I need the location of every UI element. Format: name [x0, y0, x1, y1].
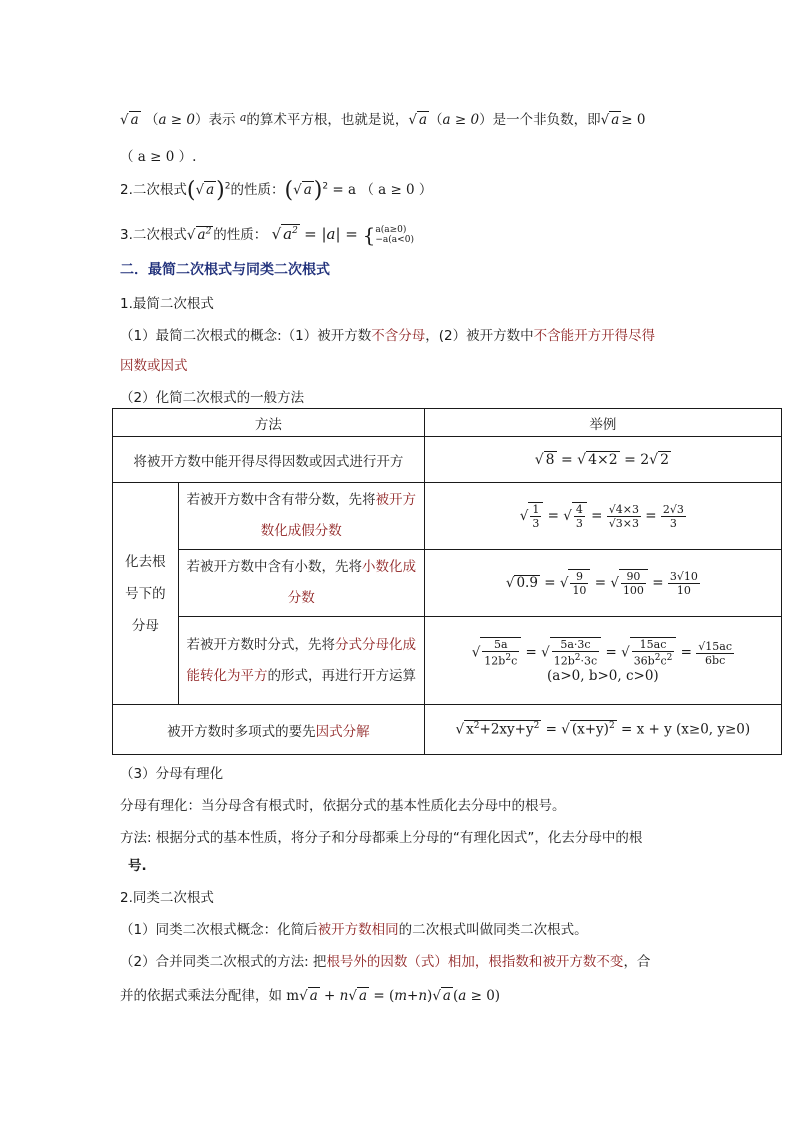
ge-zero: ≥ 0: [621, 112, 646, 128]
subsection-1: 1.最简二次根式: [120, 296, 214, 312]
sqrt-a: √ a: [120, 112, 139, 128]
methods-table: [112, 408, 782, 755]
similar-merge-text-3: 并的依据式乘法分配律，如: [120, 988, 282, 1004]
similar-concept: [120, 918, 588, 938]
subsection-2: 2.同类二次根式: [120, 890, 214, 906]
row3-text: 若被开方数中含有小数，先将: [186, 559, 362, 575]
row3-method: [178, 550, 424, 617]
concept-highlight-1: 不含分母: [371, 328, 426, 344]
row4-example: √ $\frac{5a}{12b^2c}$ = √ $\frac{5a\cdot 3c}{12b^2\cdot 3c}$ = √ $\frac{15ac}{36b^2c^2}$ = $\frac{√15ac}{6bc}$ (a>0, b>0, c>0): [424, 617, 781, 705]
row2-method: [178, 483, 424, 550]
sqrt-a-2: √ a: [408, 112, 428, 128]
case-1: a(a≥0): [375, 225, 407, 235]
row3-highlight-2: 分数: [287, 590, 315, 606]
concept-line-2: 因数或因式: [120, 358, 188, 374]
row3-highlight-1: 小数化成: [362, 559, 416, 575]
section-title: 二．最简二次根式与同类二次根式: [120, 262, 330, 278]
row1-method: 将被开方数中能开得尽得因数或因式进行开方: [113, 437, 425, 483]
row2-highlight-2: 数化成假分数: [260, 523, 342, 539]
row4-text-2: 的形式，再进行开方运算: [267, 667, 416, 684]
row5-highlight: 因式分解: [315, 723, 370, 740]
similar-concept-highlight: 被开方数相同: [317, 922, 399, 938]
property-2-suffix: 的性质：: [230, 182, 285, 198]
row4-highlight-1: 分式分母化成: [335, 636, 416, 653]
intro-condition-line: （ a ≥ 0 ）.: [120, 149, 197, 165]
row4-condition: (a>0, b>0, c>0): [547, 667, 659, 684]
row2-example: √ $\frac{1}{3}$ = √ $\frac{4}{3}$ = $\frac{√4\times 3}{√3\times 3}$ = $\frac{2√3}{3}$: [424, 483, 781, 550]
header-example: 举例: [424, 409, 781, 437]
concept-mid: ，(2）被开方数中: [425, 328, 534, 344]
category-line-3: 分母: [131, 617, 159, 634]
row4-method: [178, 617, 424, 705]
property-3-label: 3.二次根式: [120, 227, 187, 243]
row3-example: √ 0.9 = √ $\frac{9}{10}$ = √ $\frac{90}{100}$ = $\frac{3√10}{10}$: [424, 550, 781, 617]
rationalize-method: 方法: 根据分式的基本性质，将分子和分母都乘上分母的“有理化因式”，化去分母中的根: [120, 830, 643, 846]
row2-text: 若被开方数中含有带分数，先将: [186, 492, 376, 508]
condition-a-ge-0: a ≥ 0: [158, 112, 196, 128]
header-method: 方法: [113, 409, 425, 437]
similar-merge-text-2: ，合: [623, 954, 651, 970]
var-a: a: [239, 111, 247, 124]
concept-prefix: （1）最简二次根式的概念:（1）被开方数: [120, 328, 372, 344]
property-3: 3.二次根式√ $a^2$ 的性质： √ $a^2 = |a| = \{a(a\ge 0)$ −a(a<0): [120, 223, 414, 247]
condition-a-ge-0-2: a ≥ 0: [442, 112, 480, 128]
similar-concept-text: （1）同类二次根式概念：化简后: [120, 922, 318, 938]
row4-text: 若被开方数时分式，先将: [186, 636, 335, 653]
row5-text: 被开方数时多项式的要先: [167, 723, 316, 740]
rationalize-definition: 分母有理化：当分母含有根式时，依据分式的基本性质化去分母中的根号。: [120, 798, 566, 814]
method-heading: （2）化简二次根式的一般方法: [120, 390, 305, 406]
open-paren: （: [144, 112, 159, 128]
intro-line-1: √ a （a ≥ 0）表示 $^a$的算术平方根，也就是说，√ a （a ≥ 0）是一个非负数，即√ a ≥ 0: [120, 111, 646, 128]
intro-line-2: [120, 145, 196, 165]
category-line-1: 化去根: [125, 553, 166, 570]
row5-method: [113, 705, 425, 755]
property-2-rhs: = a （ a ≥ 0 ）: [332, 182, 433, 198]
similar-concept-text-2: 的二次根式叫做同类二次根式。: [398, 922, 588, 938]
similar-merge-highlight: 根号外的因数（式）相加，根指数和被开方数不变: [326, 954, 624, 970]
intro-text-1: ）表示: [195, 112, 236, 128]
similar-merge: [120, 950, 650, 970]
intro-text-2: 的算术平方根，也就是说，: [246, 112, 409, 128]
merge-formula: m√ a + n√ a = (m+n)√ a (a ≥ 0): [286, 988, 501, 1004]
rationalize-method-end: 号.: [128, 858, 147, 874]
intro-text-3: ）是一个非负数，即: [479, 112, 601, 128]
category-cell: [113, 483, 179, 705]
concept-highlight-2: 不含能开方开得尽得: [533, 328, 656, 344]
row4-highlight-2: 能转化为平方: [186, 667, 268, 684]
rationalize-heading: （3）分母有理化: [120, 766, 224, 782]
property-2: 2.二次根式(√ a)$^2$的性质：(√ a)$^2$ = a （ a ≥ 0 ）: [120, 178, 433, 203]
row5-condition: (x≥0, y≥0): [676, 721, 751, 738]
row2-highlight-1: 被开方: [375, 492, 416, 508]
property-2-label: 2.二次根式: [120, 182, 187, 198]
sqrt-a-3: √ a: [600, 112, 620, 128]
property-3-suffix: 的性质：: [213, 227, 268, 243]
similar-merge-text: （2）合并同类二次根式的方法: 把: [120, 954, 327, 970]
row5-example: √ $x^2+2xy+y^2$ = √ $(x+y)^2 = x + y$ (x≥0, y≥0): [424, 705, 781, 755]
similar-merge-2: [120, 984, 500, 1004]
case-2: −a(a<0): [375, 235, 414, 245]
row1-example: √ 8 = √ 4×2 = 2√ 2: [424, 437, 781, 483]
category-line-2: 号下的: [125, 585, 166, 602]
concept-line-1: [120, 324, 655, 344]
piecewise-cases: [375, 225, 414, 245]
